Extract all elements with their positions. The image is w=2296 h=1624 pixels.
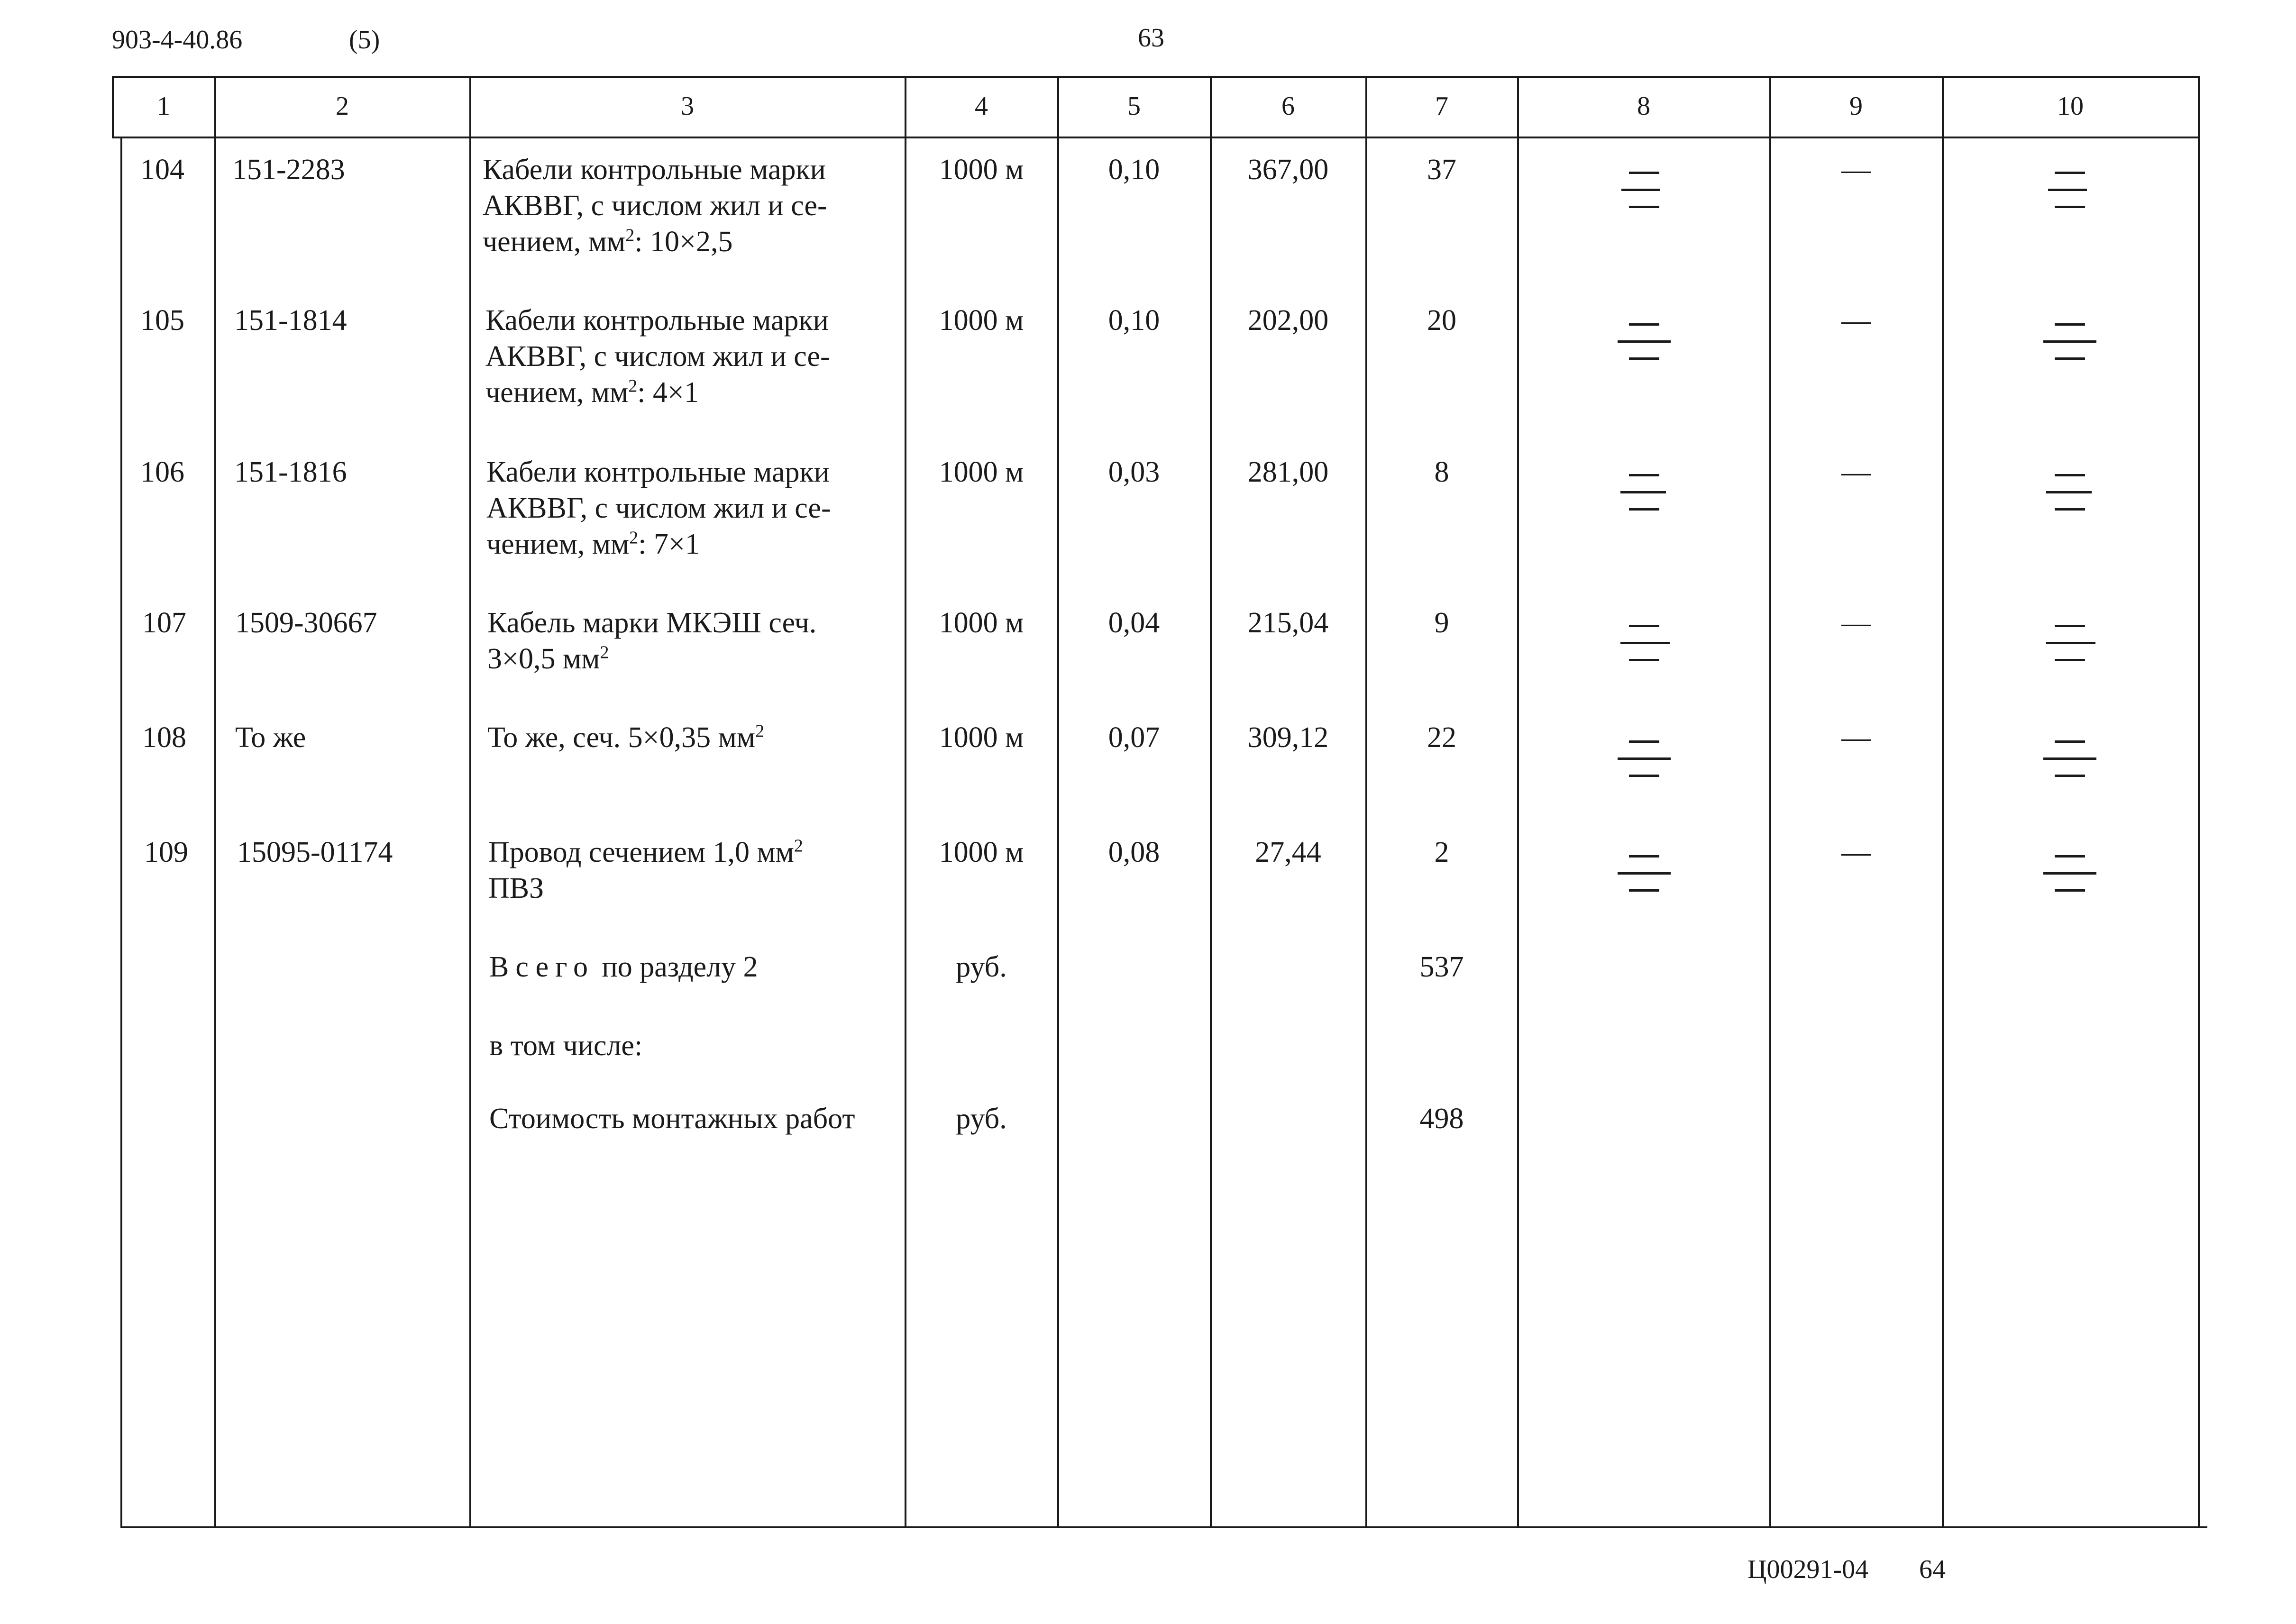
dash-mark	[2055, 625, 2085, 627]
section-total-value: 537	[1419, 951, 1464, 983]
item-description: Кабели контрольные марки АКВВГ, с числом жил и се- чением, $мм^2$: 7×1	[486, 456, 831, 560]
unit-price: 281,00	[1247, 456, 1329, 488]
column-9-value: —	[1841, 721, 1871, 754]
quantity: 0,08	[1108, 836, 1160, 868]
dash-mark	[2055, 740, 2085, 743]
unit-price: 202,00	[1247, 304, 1329, 337]
section-total-label: Всего по разделу 2	[489, 951, 758, 983]
unit-price: 367,00	[1247, 154, 1329, 186]
header-bottom-border	[112, 137, 2200, 138]
dash-mark	[2043, 340, 2096, 343]
table-top-border	[112, 76, 2198, 78]
dash-mark	[1620, 642, 1670, 644]
item-description: Провод сечением 1,0 $мм^2$ ПВЗ	[488, 836, 803, 904]
dash-mark	[2055, 889, 2085, 892]
dash-mark	[2055, 474, 2085, 476]
unit: 1000 м	[939, 836, 1024, 868]
row-number: 109	[144, 836, 188, 868]
dash-mark	[2043, 872, 2096, 875]
row-number: 104	[140, 154, 184, 186]
footer-code: Ц00291-04	[1747, 1555, 1869, 1584]
item-description: То же, сеч. 5×0,35 $мм^2$	[487, 721, 765, 754]
quantity: 0,10	[1108, 304, 1160, 337]
dash-mark	[1629, 474, 1659, 476]
dash-mark	[1618, 757, 1671, 760]
sheet-number: (5)	[349, 25, 380, 55]
column-header-1: 1	[157, 91, 170, 121]
total-cost: 2	[1434, 836, 1449, 868]
quantity: 0,07	[1108, 721, 1160, 754]
dash-mark	[1629, 625, 1659, 627]
unit-price: 27,44	[1255, 836, 1321, 868]
dash-mark	[2055, 323, 2085, 326]
dash-mark	[1629, 889, 1659, 892]
col-border-2	[469, 76, 471, 1528]
row-number: 106	[140, 456, 184, 488]
quantity: 0,04	[1108, 607, 1160, 639]
dash-mark	[1629, 508, 1659, 511]
unit: 1000 м	[939, 304, 1024, 337]
dash-mark	[1618, 872, 1671, 875]
col-border-10	[2198, 76, 2200, 1528]
column-header-2: 2	[336, 91, 349, 121]
document-code: 903-4-40.86	[112, 25, 243, 55]
column-9-value: —	[1841, 836, 1871, 868]
column-header-8: 8	[1637, 91, 1650, 121]
installation-cost-value: 498	[1419, 1103, 1464, 1135]
column-header-6: 6	[1281, 91, 1295, 121]
dash-mark	[2046, 491, 2092, 493]
dash-mark	[1620, 491, 1666, 493]
col-border-7	[1517, 76, 1519, 1528]
total-cost: 37	[1427, 154, 1456, 186]
price-code: То же	[235, 721, 306, 754]
dash-mark	[2055, 659, 2085, 661]
table-bottom-border	[122, 1526, 2207, 1528]
column-header-4: 4	[975, 91, 988, 121]
price-code: 15095-01174	[237, 836, 393, 868]
col-border-4	[1057, 76, 1059, 1528]
dash-mark	[1629, 740, 1659, 743]
column-header-7: 7	[1435, 91, 1448, 121]
quantity: 0,10	[1108, 154, 1160, 186]
price-code: 151-2283	[232, 154, 345, 186]
dash-mark	[1629, 357, 1659, 360]
dash-mark	[1618, 340, 1671, 343]
section-total-unit: руб.	[956, 951, 1007, 983]
col-border-0b	[120, 137, 122, 1528]
col-border-5	[1210, 76, 1212, 1528]
dash-mark	[2048, 189, 2087, 191]
dash-mark	[2055, 357, 2085, 360]
unit-price: 215,04	[1247, 607, 1329, 639]
unit: 1000 м	[939, 721, 1024, 754]
column-9-value: —	[1841, 456, 1871, 488]
dash-mark	[2046, 642, 2095, 644]
col-border-6	[1365, 76, 1367, 1528]
total-cost: 9	[1434, 607, 1449, 639]
dash-mark	[1629, 323, 1659, 326]
dash-mark	[2055, 172, 2085, 174]
price-code: 151-1816	[234, 456, 347, 488]
installation-cost-unit: руб.	[956, 1103, 1007, 1135]
installation-cost-label: Стоимость монтажных работ	[489, 1103, 855, 1135]
column-9-value: —	[1841, 607, 1871, 639]
row-number: 105	[140, 304, 184, 337]
total-cost: 8	[1434, 456, 1449, 488]
total-cost: 22	[1427, 721, 1456, 754]
column-header-10: 10	[2057, 91, 2084, 121]
unit: 1000 м	[939, 607, 1024, 639]
col-border-8	[1769, 76, 1771, 1528]
column-9-value: —	[1841, 304, 1871, 337]
dash-mark	[2043, 757, 2096, 760]
dash-mark	[2055, 508, 2085, 511]
item-description: Кабели контрольные марки АКВВГ, с числом жил и се- чением, $мм^2$: 10×2,5	[483, 154, 827, 258]
quantity: 0,03	[1108, 456, 1160, 488]
total-cost: 20	[1427, 304, 1456, 337]
item-description: Кабели контрольные марки АКВВГ, с числом жил и се- чением, $мм^2$: 4×1	[485, 304, 830, 409]
dash-mark	[1629, 659, 1659, 661]
dash-mark	[1629, 855, 1659, 858]
footer-number: 64	[1919, 1555, 1946, 1584]
dash-mark	[2055, 855, 2085, 858]
column-header-5: 5	[1127, 91, 1141, 121]
including-label: в том числе:	[489, 1030, 643, 1062]
item-description: Кабель марки МКЭШ сеч. 3×0,5 $мм^2$	[487, 607, 817, 675]
unit: 1000 м	[939, 456, 1024, 488]
col-border-1	[214, 76, 216, 1528]
price-code: 1509-30667	[235, 607, 377, 639]
dash-mark	[2055, 775, 2085, 777]
col-border-3	[905, 76, 906, 1528]
unit-price: 309,12	[1247, 721, 1329, 754]
row-number: 107	[142, 607, 186, 639]
dash-mark	[2055, 206, 2085, 208]
price-code: 151-1814	[234, 304, 347, 337]
row-number: 108	[142, 721, 186, 754]
page-number: 63	[1138, 23, 1164, 53]
unit: 1000 м	[939, 154, 1024, 186]
column-header-3: 3	[681, 91, 694, 121]
dash-mark	[1621, 189, 1660, 191]
col-border-9	[1942, 76, 1944, 1528]
column-9-value: —	[1841, 154, 1871, 186]
column-header-9: 9	[1849, 91, 1863, 121]
dash-mark	[1629, 775, 1659, 777]
dash-mark	[1629, 206, 1659, 208]
dash-mark	[1629, 172, 1659, 174]
